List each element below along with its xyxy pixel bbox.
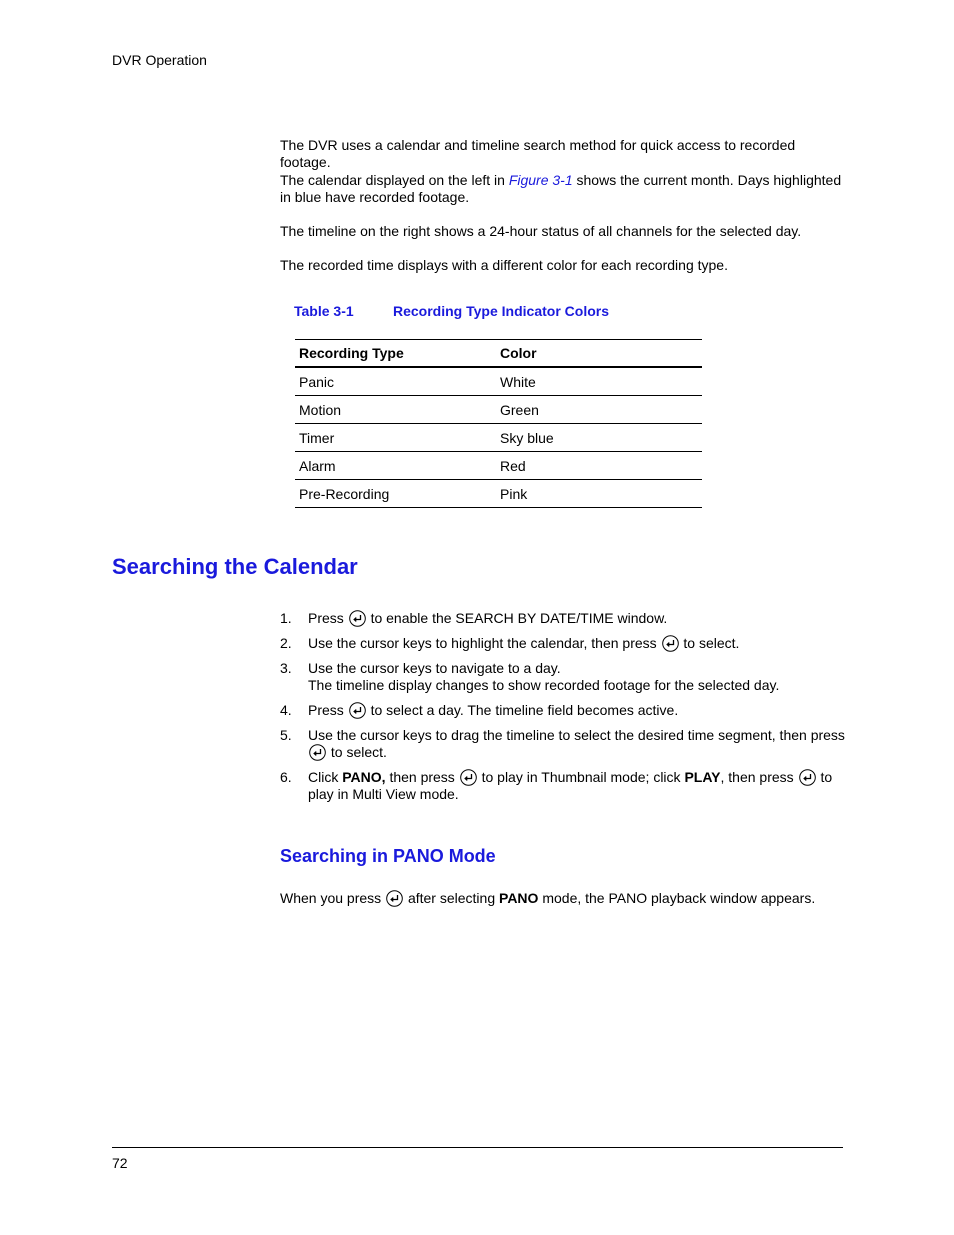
step-item [280, 769, 846, 803]
table-cell-type: Timer [299, 429, 335, 446]
enter-key-icon [349, 702, 366, 719]
table-caption-title: Recording Type Indicator Colors [393, 303, 609, 319]
table-row [295, 396, 702, 424]
step-text-part: to play in Thumbnail mode; click [481, 769, 681, 785]
pano-paragraph-text: mode, the PANO playback window appears. [542, 890, 816, 906]
intro-paragraph-2 [280, 172, 846, 206]
table-cell-color: White [500, 373, 536, 390]
page-number: 72 [112, 1155, 128, 1171]
step-number: 1. [280, 610, 292, 626]
table-cell-type: Pre-Recording [299, 485, 390, 502]
step-text [308, 727, 846, 761]
column-header-color: Color [500, 345, 537, 361]
table-header-row [295, 340, 702, 368]
running-header: DVR Operation [112, 52, 207, 68]
step-item [280, 660, 846, 694]
footer-divider [112, 1147, 843, 1148]
enter-key-icon [460, 769, 477, 786]
step-text [308, 769, 846, 803]
table-cell-color: Green [500, 401, 539, 418]
step-text [308, 635, 846, 652]
play-keyword: PLAY [684, 769, 721, 785]
step-text-part: Use the cursor keys to navigate to a day. [308, 660, 561, 676]
intro-paragraph-2-text-a: The calendar displayed on the left in [280, 172, 509, 188]
column-header-recording-type: Recording Type [299, 345, 404, 361]
step-text-part: Press [308, 702, 344, 718]
step-text-part: to select. [683, 635, 740, 651]
subsection-heading: Searching in PANO Mode [280, 846, 496, 866]
step-item [280, 610, 846, 627]
intro-paragraph-2-text-b: shows the current month. Days highlighted in blue have recorded footage. [280, 172, 842, 205]
table-row [295, 452, 702, 480]
intro-paragraph-4: The recorded time displays with a different color for each recording type. [280, 257, 728, 273]
table-cell-color: Pink [500, 485, 528, 502]
step-text-part: Use the cursor keys to drag the timeline to select the desired time segment, then press [308, 727, 845, 743]
table-cell-type: Motion [299, 401, 342, 418]
enter-key-icon [349, 610, 366, 627]
enter-key-icon [386, 890, 403, 907]
step-text [308, 660, 846, 694]
table-row [295, 367, 702, 396]
step-text [308, 610, 846, 627]
step-text [308, 702, 846, 719]
step-text-part: The timeline display changes to show recorded footage for the selected day. [308, 677, 780, 693]
table-cell-type: Alarm [299, 457, 336, 474]
step-text-part: Click [308, 769, 339, 785]
table-caption-number: Table 3-1 [294, 303, 354, 319]
step-item [280, 727, 846, 761]
recording-type-table [295, 339, 702, 508]
pano-keyword: PANO, [342, 769, 386, 785]
step-number: 2. [280, 635, 292, 651]
intro-paragraph-3: The timeline on the right shows a 24-hour status of all channels for the selected day. [280, 223, 802, 239]
step-number: 5. [280, 727, 292, 743]
step-text-part: to select. [330, 744, 387, 760]
section-heading: Searching the Calendar [112, 554, 358, 579]
table-cell-color: Red [500, 457, 526, 474]
intro-paragraph-1: The DVR uses a calendar and timeline search method for quick access to recorded footage. [280, 137, 796, 170]
table-row [295, 480, 702, 508]
step-text-part: then press [389, 769, 455, 785]
table-cell-type: Panic [299, 373, 335, 390]
step-text-part: to play in Multi View mode. [308, 769, 833, 802]
table-cell-color: Sky blue [500, 429, 554, 446]
step-number: 4. [280, 702, 292, 718]
figure-reference-link[interactable]: Figure 3-1 [508, 172, 573, 188]
table-row [295, 424, 702, 452]
enter-key-icon [799, 769, 816, 786]
enter-key-icon [662, 635, 679, 652]
pano-keyword: PANO [499, 890, 539, 906]
step-number: 6. [280, 769, 292, 785]
step-text-part: Use the cursor keys to highlight the calendar, then press [308, 635, 657, 651]
step-text-part: to enable the SEARCH BY DATE/TIME window. [370, 610, 668, 626]
step-number: 3. [280, 660, 292, 676]
step-text-part: to select a day. The timeline field becomes active. [370, 702, 679, 718]
step-text-part: Press [308, 610, 344, 626]
pano-paragraph-text: after selecting [407, 890, 496, 906]
step-text-part: , then press [720, 769, 794, 785]
pano-paragraph-text: When you press [280, 890, 382, 906]
enter-key-icon [309, 744, 326, 761]
step-item [280, 635, 846, 652]
step-item [280, 702, 846, 719]
pano-paragraph [280, 890, 846, 907]
